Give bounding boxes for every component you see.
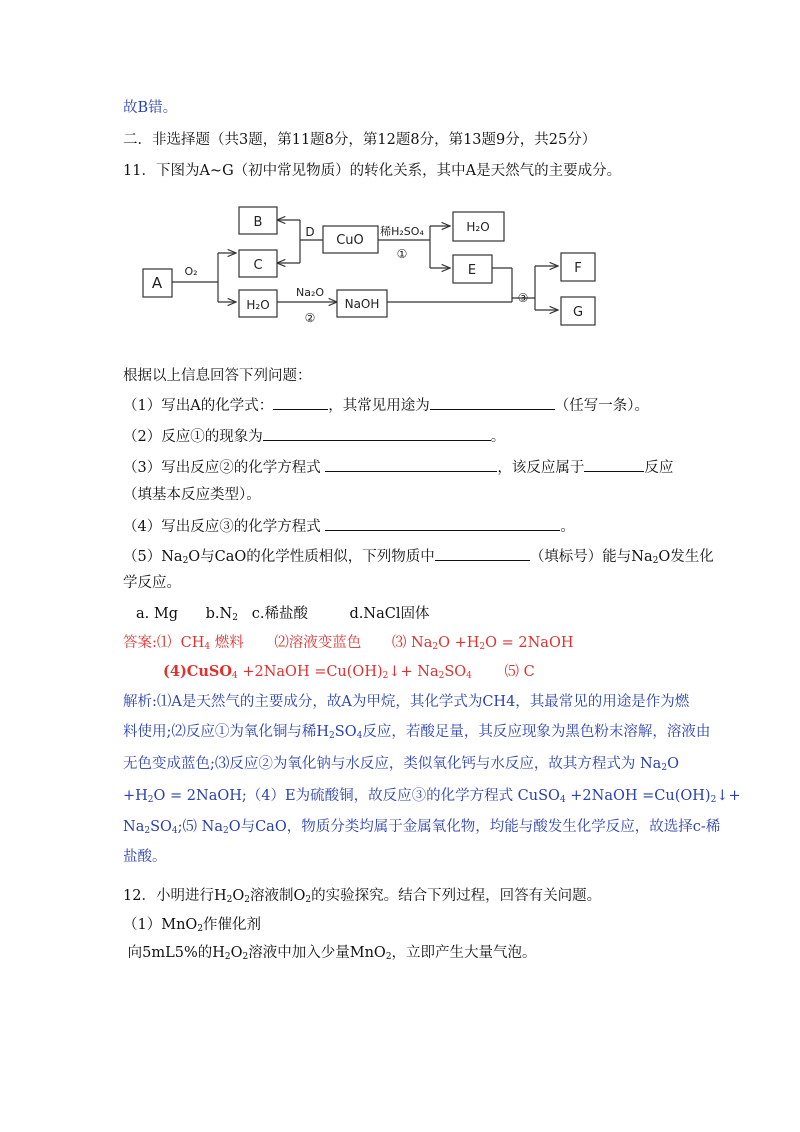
question-11-3-note: （填基本反应类型）。 — [123, 487, 261, 503]
explanation-line-5: $Na_2SO_4;⑸$ $Na_2O$与CaO，物质分类均属于金属氧化物，均能与酸发生化学反应，故选择c-稀 — [123, 819, 721, 836]
svg-text:C: C — [253, 258, 263, 273]
svg-text:①: ① — [396, 247, 408, 261]
explanation-line-4: $+H_2O$ = 2NaOH;（4）E为硫酸铜，故反应③的化学方程式 CuSO$_4$ +2NaOH $=Cu(OH)_2↓+$ — [123, 788, 741, 805]
svg-text:B: B — [253, 215, 263, 230]
explanation-line-3: 无色变成蓝色;⑶反应②为氧化钠与水反应，类似氧化钙与水反应，故其方程式为 $Na_2O$ — [123, 756, 679, 773]
question-11-5-options: a. Mg $b.N_2$ c.稀盐酸 d.NaCl固体 — [136, 606, 430, 623]
answer-line-2: (4)CuSO$_4$ +2NaOH $=Cu(OH)_2↓+ Na_2SO_4$ ⑸ C — [163, 663, 535, 681]
prev-answer-tail: 故B错。 — [123, 100, 178, 116]
svg-text:F: F — [574, 261, 582, 276]
svg-text:G: G — [572, 305, 584, 320]
answer-line-1: 答案:⑴ $CH_4$ 燃料 ⑵溶液变蓝色 ⑶ $Na_2O +H_2O$ = 2NaOH — [123, 635, 574, 652]
question-11-2: （2）反应①的现象为 。 — [123, 425, 505, 447]
question-12-1-text: 向5mL5%的$H_2O_2$溶液中加入少量MnO$_2$，立即产生大量气泡。 — [123, 945, 537, 962]
question-11-5: $(5)Na_2O$与CaO的化学性质相似，下列物质中 （填标号）能与$Na_2O$发生化 — [123, 545, 714, 567]
svg-text:D: D — [305, 225, 315, 239]
svg-text:CuO: CuO — [336, 233, 364, 248]
svg-text:②: ② — [304, 311, 316, 325]
question-11-stem: 11．下图为A~G（初中常见物质）的转化关系，其中A是天然气的主要成分。 — [123, 163, 622, 179]
question-12-1: （1）MnO$_2$作催化剂 — [123, 917, 262, 934]
question-12-stem: 12．小明进行$H_2O_2$溶液制$O_2$的实验探究。结合下列过程，回答有关问题。 — [123, 888, 602, 905]
explanation-line-6: 盐酸。 — [123, 849, 167, 865]
question-11-3: （3）写出反应②的化学方程式 ，该反应属于 反应 — [123, 456, 673, 478]
section-heading: 二．非选择题（共3题，第11题8分，第12题8分，第13题9分，共25分） — [123, 132, 597, 148]
svg-text:NaOH: NaOH — [344, 297, 380, 311]
question-intro: 根据以上信息回答下列问题： — [123, 368, 312, 384]
svg-text:③: ③ — [517, 291, 529, 305]
svg-text:H₂O: H₂O — [466, 220, 490, 234]
svg-text:A: A — [151, 274, 163, 292]
svg-text:O₂: O₂ — [184, 265, 198, 278]
svg-text:E: E — [467, 263, 477, 278]
explanation-line-1: 解析:⑴A是天然气的主要成分，故A为甲烷，其化学式为CH4，其最常见的用途是作为燃 — [123, 694, 690, 710]
question-11-4: （4）写出反应③的化学方程式 。 — [123, 515, 575, 537]
question-11-5-cont: 学反应。 — [123, 575, 181, 591]
svg-text:稀H₂SO₄: 稀H₂SO₄ — [380, 225, 424, 238]
conversion-diagram — [140, 198, 610, 336]
svg-text:H₂O: H₂O — [246, 298, 270, 312]
svg-text:Na₂O: Na₂O — [295, 286, 325, 299]
question-11-1: （1）写出A的化学式： ，其常见用途为 （任写一条）。 — [123, 394, 649, 416]
explanation-line-2: 料使用;⑵反应①为氧化铜与稀$H_2SO_4$反应，若酸足量，其反应现象为黑色粉末溶解，溶液由 — [123, 724, 711, 741]
